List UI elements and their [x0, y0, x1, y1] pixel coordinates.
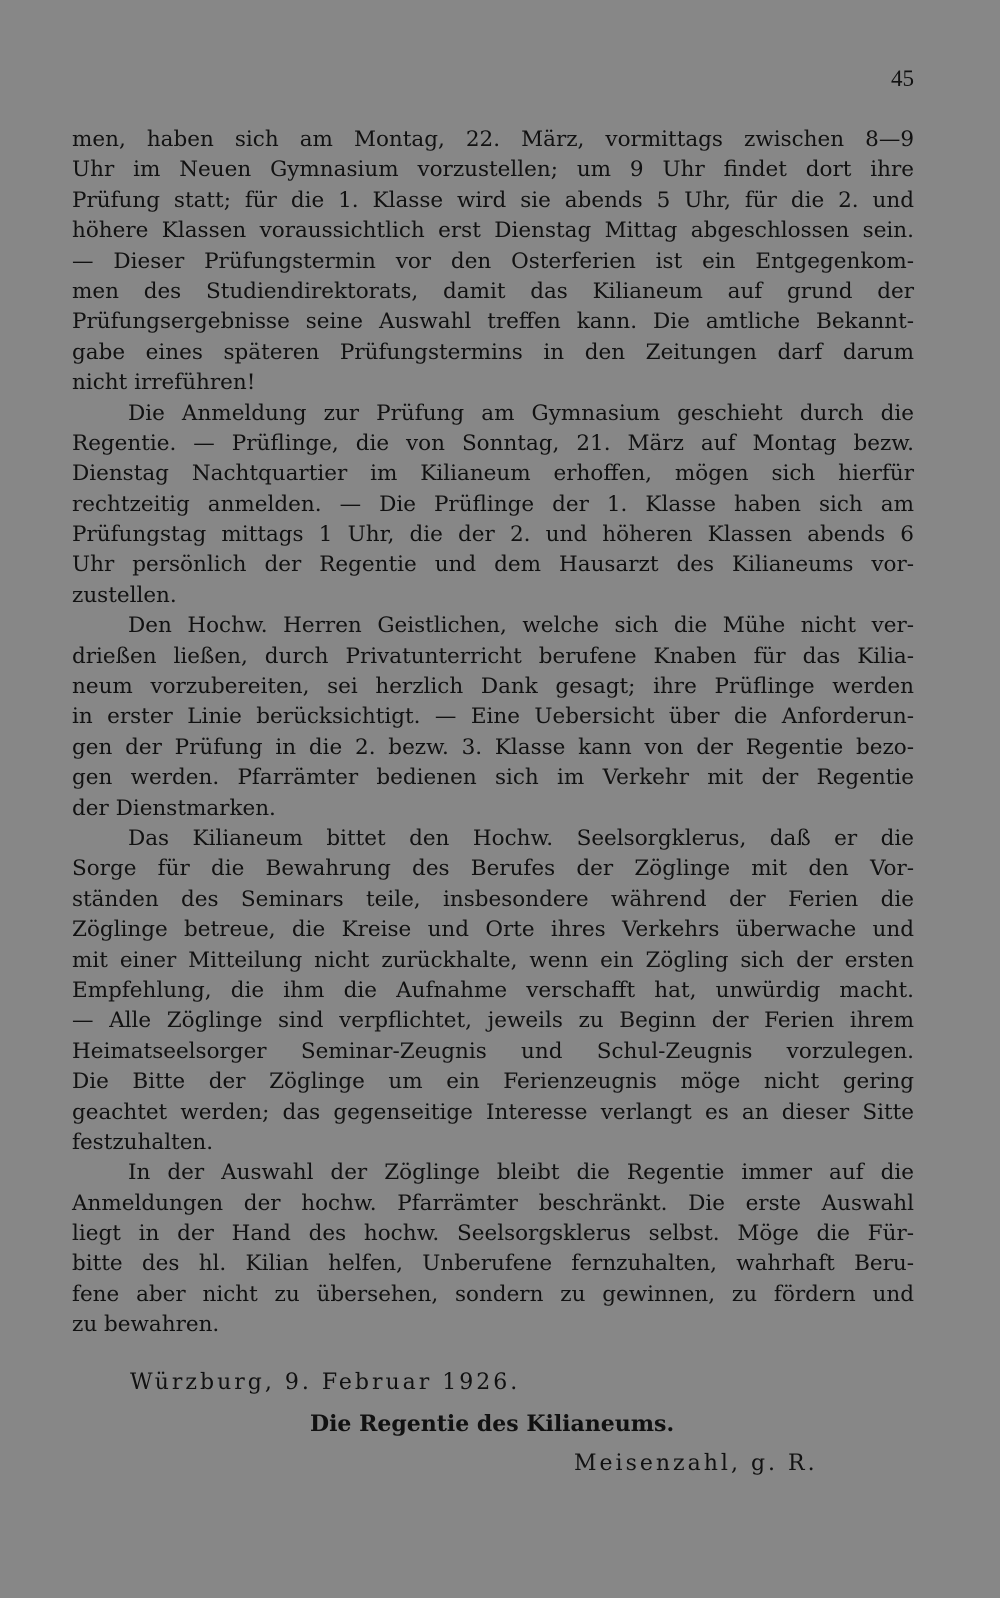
place-date: Würzburg, 9. Februar 1926.	[130, 1370, 521, 1395]
text-line: mit einer Mitteilung nicht zurückhalte, wenn ein Zögling sich der ersten	[72, 947, 914, 973]
text-line: Heimatseelsorger Seminar-Zeugnis und Schul-Zeugnis vorzulegen.	[72, 1038, 914, 1064]
text-line: Regentie. — Prüflinge, die von Sonntag, 21. März auf Montag bezw.	[72, 430, 914, 456]
text-line: gen der Prüfung in die 2. bezw. 3. Klasse kann von der Regentie bezo-	[72, 734, 914, 760]
page-number: 45	[891, 66, 914, 91]
text-line: Empfehlung, die ihm die Aufnahme verschafft hat, unwürdig macht.	[72, 977, 914, 1003]
text-line: nicht irreführen!	[72, 370, 256, 396]
text-line: geachtet werden; das gegenseitige Interesse verlangt es an dieser Sitte	[72, 1099, 914, 1125]
paragraph-start-line: Die Anmeldung zur Prüfung am Gymnasium geschieht durch die	[128, 400, 914, 426]
text-line: zu bewahren.	[72, 1312, 220, 1338]
text-line: Zöglinge betreue, die Kreise und Orte ihres Verkehrs überwache und	[72, 917, 914, 943]
text-line: bitte des hl. Kilian helfen, Unberufene fernzuhalten, wahrhaft Beru-	[72, 1251, 914, 1277]
text-line: men, haben sich am Montag, 22. März, vormittags zwischen 8—9	[72, 127, 914, 152]
text-line: liegt in der Hand des hochw. Seelsorgsklerus selbst. Möge die Für-	[72, 1221, 914, 1247]
text-line: gen werden. Pfarrämter bedienen sich im Verkehr mit der Regentie	[72, 765, 914, 791]
text-line: Dienstag Nachtquartier im Kilianeum erhoffen, mögen sich hierfür	[72, 461, 914, 487]
text-line: men des Studiendirektorats, damit das Kilianeum auf grund der	[72, 278, 914, 304]
text-line: zustellen.	[72, 582, 177, 608]
paragraph-start-line: Das Kilianeum bittet den Hochw. Seelsorgklerus, daß er die	[128, 825, 914, 851]
text-line: rechtzeitig anmelden. — Die Prüflinge der 1. Klasse haben sich am	[72, 491, 914, 517]
text-line: Uhr im Neuen Gymnasium vorzustellen; um 9 Uhr findet dort ihre	[72, 157, 914, 183]
text-line: — Dieser Prüfungstermin vor den Osterferien ist ein Entgegenkom-	[72, 248, 914, 274]
text-line: Uhr persönlich der Regentie und dem Hausarzt des Kilianeums vor-	[72, 552, 914, 578]
text-line: gabe eines späteren Prüfungstermins in den Zeitungen darf darum	[72, 339, 914, 365]
text-line: neum vorzubereiten, sei herzlich Dank gesagt; ihre Prüflinge werden	[72, 674, 914, 700]
text-line: Prüfungstag mittags 1 Uhr, die der 2. und höheren Klassen abends 6	[72, 522, 914, 548]
text-line: Anmeldungen der hochw. Pfarrämter beschränkt. Die erste Auswahl	[72, 1190, 914, 1216]
text-line: Prüfung statt; für die 1. Klasse wird sie abends 5 Uhr, für die 2. und	[72, 187, 914, 213]
text-line: fene aber nicht zu übersehen, sondern zu gewinnen, zu fördern und	[72, 1281, 914, 1307]
paragraph-start-line: In der Auswahl der Zöglinge bleibt die Regentie immer auf die	[128, 1160, 914, 1186]
paragraph-start-line: Den Hochw. Herren Geistlichen, welche sich die Mühe nicht ver-	[128, 613, 914, 639]
text-line: — Alle Zöglinge sind verpflichtet, jeweils zu Beginn der Ferien ihrem	[72, 1008, 914, 1034]
document-body	[72, 125, 914, 1341]
text-line: ständen des Seminars teile, insbesondere während der Ferien die	[72, 886, 914, 912]
text-line: höhere Klassen voraussichtlich erst Dienstag Mittag abgeschlossen sein.	[72, 218, 914, 244]
signature: Meisenzahl, g. R.	[574, 1451, 818, 1476]
text-line: drießen ließen, durch Privatunterricht berufene Knaben für das Kilia-	[72, 643, 914, 669]
text-line: festzuhalten.	[72, 1129, 214, 1155]
organization-name: Die Regentie des Kilianeums.	[310, 1411, 675, 1437]
text-line: in erster Linie berücksichtigt. — Eine Uebersicht über die Anforderun-	[72, 704, 914, 730]
text-line: der Dienstmarken.	[72, 795, 276, 821]
text-line: Die Bitte der Zöglinge um ein Ferienzeugnis möge nicht gering	[72, 1069, 914, 1095]
text-line: Prüfungsergebnisse seine Auswahl treffen kann. Die amtliche Bekannt-	[72, 309, 914, 335]
text-line: Sorge für die Bewahrung des Berufes der Zöglinge mit den Vor-	[72, 856, 914, 882]
